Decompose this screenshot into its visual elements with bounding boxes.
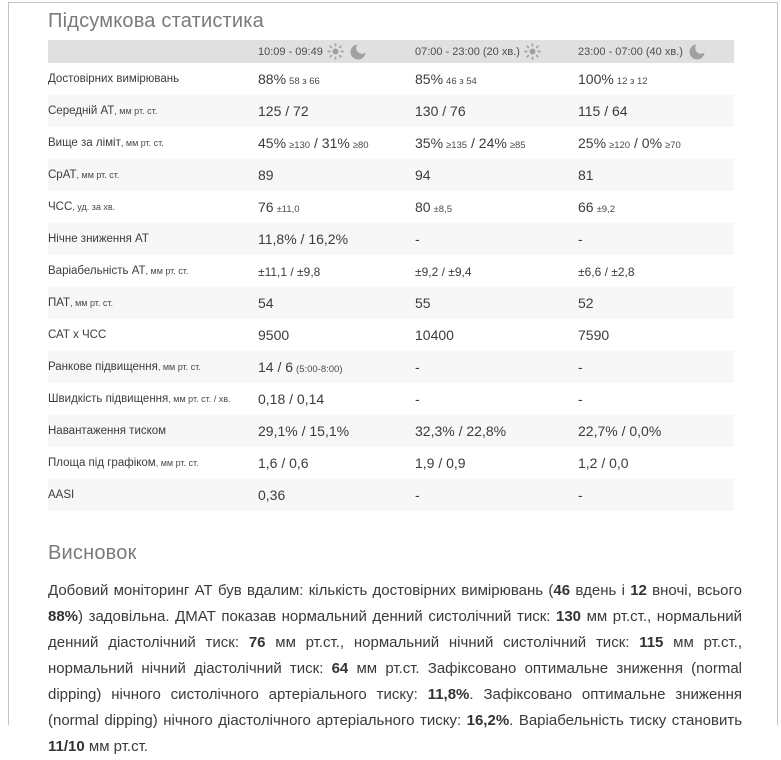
cell-value [578,487,734,503]
column-header-1 [258,42,415,62]
row-unit: , мм рт. ст. [145,266,189,276]
conclusion-fragment: мм рт.ст., нормальний денний діастолічний тиск: [48,608,742,651]
cell-value [415,359,578,375]
conclusion-value: 130 [556,608,582,625]
cell-value [258,135,415,151]
row-unit: , мм рт. ст. / хв. [168,394,231,404]
conclusion-fragment: мм рт.ст. [84,738,148,755]
value-detail: ≥130 [289,140,311,151]
value-main: - [578,487,583,503]
table-row [48,63,734,95]
table-row [48,127,734,159]
value-main: 1,9 / 0,9 [415,455,466,471]
row-unit: , уд. за хв. [72,202,116,212]
cell-value [415,231,578,247]
table-row [48,383,734,415]
conclusion-fragment: мм рт.ст., нормальний нічний систолічний тиск: [265,634,640,651]
conclusion-fragment: мм рт.ст. Зафіксовано оптимальне зниження (normal dipping) нічного систолічного артеріального тиску: [48,660,742,703]
table-row [48,319,734,351]
cell-value [578,231,734,247]
cell-value [258,231,415,247]
value-main: 100% [578,71,614,87]
value-main: 81 [578,167,594,183]
cell-value [578,135,734,151]
value-detail: ≥70 [665,140,681,151]
row-label-text: СрАТ [48,169,77,181]
table-row [48,415,734,447]
row-label-text: AASI [48,489,75,501]
conclusion-fragment: мм рт.ст., нормальний нічний діастолічний тиск: [48,634,743,677]
cell-value [578,103,734,119]
cell-value [578,199,734,215]
conclusion-value: 64 [331,660,349,677]
table-row [48,351,734,383]
cell-value [578,295,734,311]
row-label-text: Швидкість підвищення [48,393,169,405]
table-row [48,287,734,319]
conclusion-value: 12 [630,582,647,599]
value-main: 45% [258,135,287,151]
row-label-text: ЧСС [48,201,73,213]
cell-value [258,199,415,215]
value-main: 1,2 / 0,0 [578,455,629,471]
value-main: 22,7% / 0,0% [578,423,662,439]
row-label-text: ПАТ [48,297,71,309]
value-main: 76 [258,199,274,215]
conclusion-fragment: ) задовільна. ДМАТ показав нормальний денний систолічний тиск: [78,608,556,625]
value-main: ±9,2 / ±9,4 [415,265,472,279]
row-label [48,201,258,213]
table-row [48,255,734,287]
value-main: - [415,231,420,247]
row-label-text: Навантаження тиском [48,425,167,437]
value-detail: 58 з 66 [289,76,320,87]
value-detail: ≥135 [446,140,468,151]
conclusion-fragment: . Зафіксовано оптимальне зниження (normal dipping) нічного діастолічного артеріального тиску: [48,686,742,729]
row-unit: , мм рт. ст. [155,458,199,468]
cell-value [578,359,734,375]
value-detail: ≥80 [352,140,369,151]
cell-value [415,263,578,279]
value-main: 35% [415,135,444,151]
conclusion-value: 11/10 [48,738,85,755]
row-unit: , мм рт. ст. [157,362,201,372]
page-title: Підсумкова статистика [48,10,264,32]
cell-value [578,455,734,471]
value-main: 10400 [415,327,454,343]
table-row [48,159,734,191]
value-main: / 31% [310,135,350,151]
value-main: 54 [258,295,274,311]
value-main: ±6,6 / ±2,8 [578,265,635,279]
row-label-text: Варіабельність АТ [48,265,146,277]
conclusion-title: Висновок [48,542,137,564]
conclusion-fragment: Добовий моніторинг АТ був вдалим: кількість достовірних вимірювань ( [48,582,554,599]
cell-value [258,391,415,407]
row-label [48,105,258,117]
cell-value [415,423,578,439]
cell-value [415,487,578,503]
value-main: - [415,391,420,407]
value-main: 14 / 6 [258,359,294,375]
conclusion-section [48,542,777,760]
conclusion-value: 115 [639,634,664,651]
conclusion-value: 76 [248,634,266,651]
value-main: 66 [578,199,594,215]
cell-value [415,135,578,151]
moon-icon [348,42,368,62]
row-label [48,137,258,149]
conclusion-fragment: вночі, всього [646,582,742,599]
cell-value [258,327,415,343]
value-main: / 24% [467,135,507,151]
cell-value [415,199,578,215]
row-label [48,73,258,85]
value-detail: 12 з 12 [616,76,648,87]
sun-icon [327,43,344,60]
row-label [48,265,258,277]
cell-value [578,327,734,343]
column-header-2 [415,43,578,60]
value-main: 115 / 64 [578,103,628,119]
value-main: - [578,231,583,247]
value-main: 130 / 76 [415,103,466,119]
value-main: 1,6 / 0,6 [258,455,309,471]
value-main: 32,3% / 22,8% [415,423,507,439]
table-row [48,95,734,127]
value-detail: ±9,2 [596,204,615,215]
row-label [48,297,258,309]
column-header-3 [578,42,734,62]
row-unit: , мм рт. ст. [114,106,158,116]
cell-value [258,295,415,311]
cell-value [258,103,415,119]
value-main: 94 [415,167,431,183]
value-main: - [415,487,420,503]
row-label [48,489,258,501]
table-header-row [48,40,734,63]
cell-value [578,423,734,439]
cell-value [578,71,734,87]
conclusion-value: 88% [48,608,79,625]
value-main: 9500 [258,327,290,343]
row-label-text: Вище за ліміт [48,137,121,149]
value-main: - [415,359,420,375]
row-label [48,329,258,341]
row-label [48,457,258,469]
cell-value [258,487,415,503]
value-main: - [578,359,583,375]
row-label-text: Середній АТ [48,105,115,117]
cell-value [258,359,415,375]
cell-value [415,167,578,183]
cell-value [258,263,415,279]
cell-value [415,71,578,87]
value-main: 80 [415,199,431,215]
conclusion-value: 16,2% [466,712,510,729]
row-label [48,393,258,405]
value-detail: ≥85 [509,140,526,151]
value-main: 88% [258,71,287,87]
value-main: 52 [578,295,594,311]
row-label [48,233,258,245]
cell-value [415,103,578,119]
column-period: 07:00 - 23:00 (20 хв.) [415,45,520,58]
value-detail: 46 з 54 [446,76,477,87]
row-label-text: Ранкове підвищення [48,361,158,373]
row-label-text: Достовірних вимірювань [48,73,180,85]
table-row [48,191,734,223]
row-label-text: САТ х ЧСС [48,329,107,341]
cell-value [258,455,415,471]
conclusion-fragment: . Варіабельність тиску становить [509,712,743,729]
value-main: 29,1% / 15,1% [258,423,350,439]
cell-value [258,423,415,439]
column-period: 10:09 - 09:49 [258,45,323,58]
table-row [48,447,734,479]
conclusion-fragment: вдень і [570,582,631,599]
cell-value [415,327,578,343]
value-main: / 0% [630,135,663,151]
cell-value [415,391,578,407]
value-detail: ±11,0 [276,204,300,215]
row-label [48,169,258,181]
table-row [48,223,734,255]
row-label-text: Площа під графіком [48,457,156,469]
moon-icon [687,42,707,62]
value-main: 25% [578,135,607,151]
stats-table [48,40,734,511]
conclusion-value: 11,8% [427,686,470,703]
value-main: - [578,391,583,407]
value-main: 0,36 [258,487,286,503]
row-label [48,361,258,373]
value-main: 125 / 72 [258,103,309,119]
value-detail: (5:00-8:00) [296,364,343,375]
conclusion-text [48,578,742,760]
report-page [8,2,778,755]
cell-value [258,167,415,183]
cell-value [578,391,734,407]
conclusion-value: 46 [553,582,571,599]
value-main: 55 [415,295,431,311]
value-main: 89 [258,167,274,183]
row-label-text: Нічне зниження АТ [48,233,149,245]
value-main: 7590 [578,327,610,343]
cell-value [578,167,734,183]
value-detail: ≥120 [609,140,631,151]
row-unit: , мм рт. ст. [76,170,120,180]
row-unit: , мм рт. ст. [70,298,113,308]
sun-icon [524,43,541,60]
cell-value [415,455,578,471]
row-unit: , мм рт. ст. [120,138,164,148]
value-main: 0,18 / 0,14 [258,391,325,407]
value-main: 11,8% / 16,2% [258,231,349,247]
cell-value [258,71,415,87]
table-row [48,479,734,511]
row-label [48,425,258,437]
value-main: 85% [415,71,444,87]
value-main: ±11,1 / ±9,8 [258,265,321,279]
column-period: 23:00 - 07:00 (40 хв.) [578,45,683,58]
cell-value [415,295,578,311]
cell-value [578,263,734,279]
value-detail: ±8,5 [433,204,452,215]
